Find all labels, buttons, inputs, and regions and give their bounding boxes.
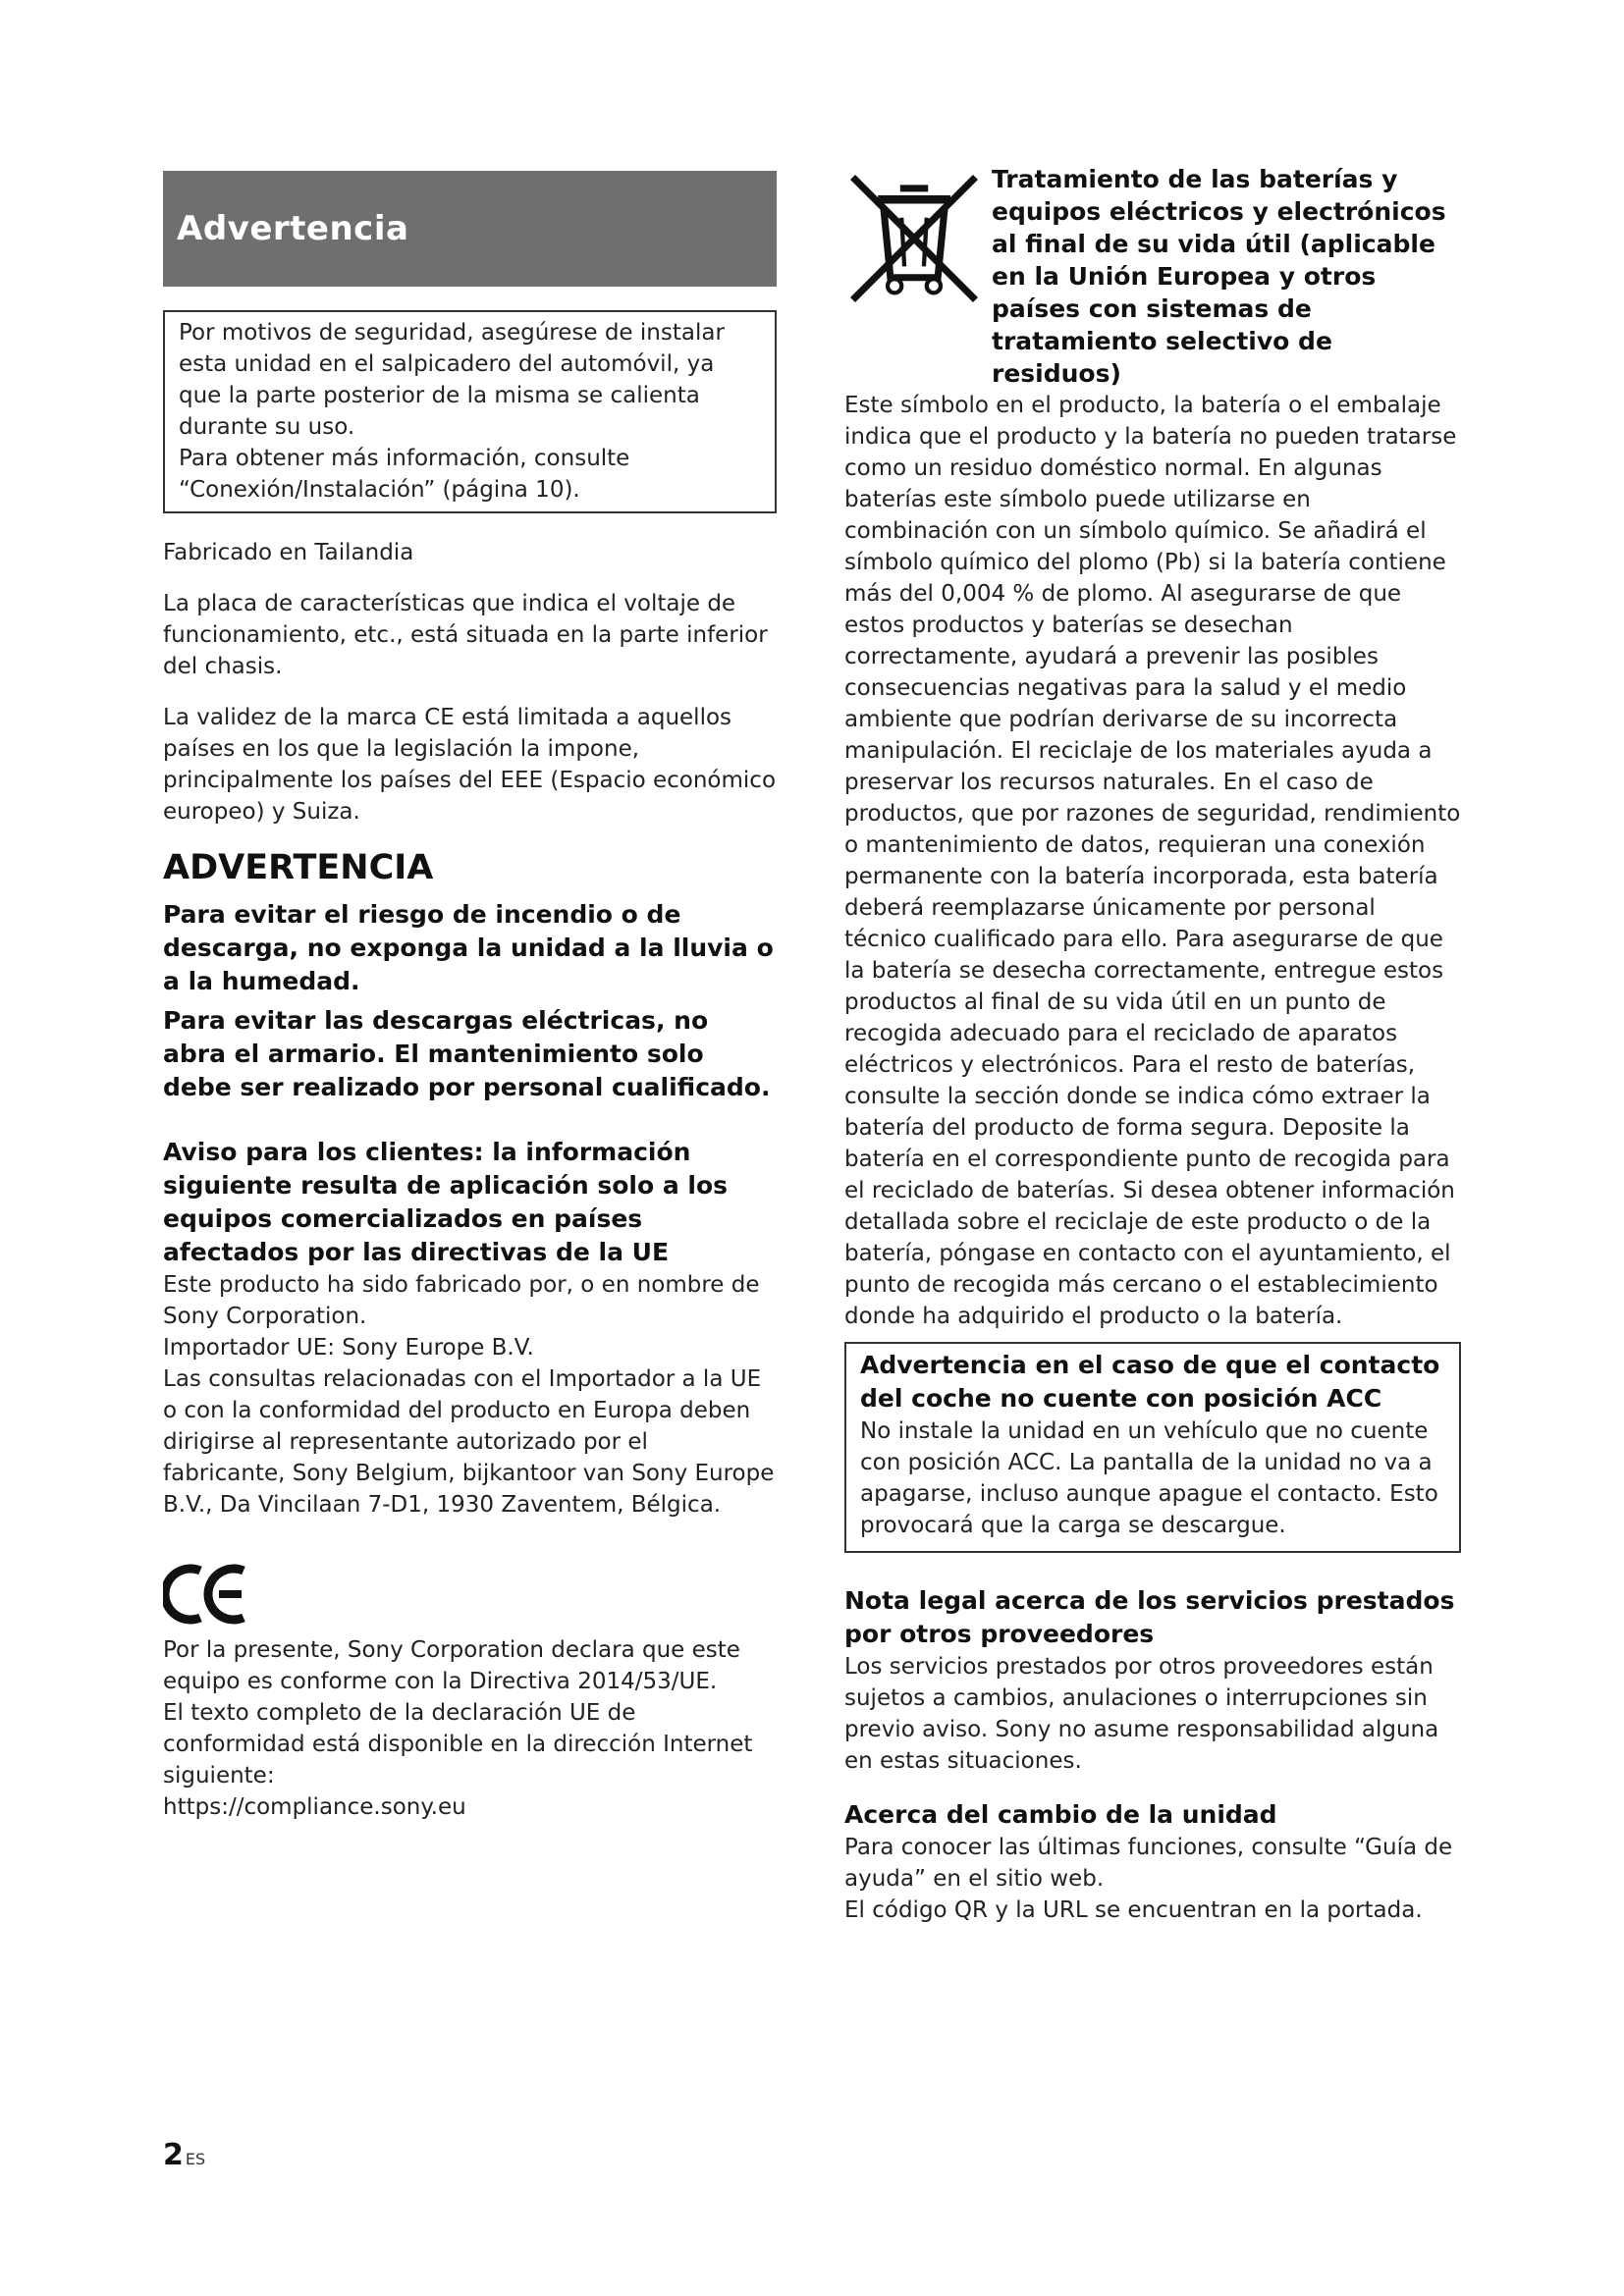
weee-body: Este símbolo en el producto, la batería o el embalaje indica que el producto y la batería no pueden tratarse como un residuo doméstico normal. En algunas baterías este símbolo puede utilizarse en combinación con un símbolo químico. Se añadirá el símbolo químico del plomo (Pb) si la batería contiene más del 0,004 % de plomo. Al asegurarse de que estos productos y baterías se desechan correctamente, ayudará a prevenir las posibles consecuencias negativas para la salud y el medio ambiente que podrían derivarse de su incorrecta manipulación. El reciclaje de los materiales ayuda a preservar los recursos naturales. En el caso de productos, que por razones de seguridad, rendimiento o mantenimiento de datos, requieran una conexión permanente con la batería incorporada, esta batería deberá reemplazarse únicamente por personal técnico cualificado para ello. Para asegurarse de que la batería se desecha correctamente, entregue estos productos al final de su vida útil en un punto de recogida adecuado para el reciclado de aparatos eléctricos y electrónicos. Para el resto de baterías, consulte la sección donde se indica cómo extraer la batería del producto de forma segura. Deposite la batería en el correspondiente punto de recogida para el reciclado de baterías. Si desea obtener información detallada sobre el reciclaje de este producto o de la batería, póngase en contacto con el ayuntamiento, el punto de recogida más cercano o el establecimiento donde ha adquirido el producto o la batería. xyxy=(844,393,1461,1329)
unit-change-title: Acerca del cambio de la unidad xyxy=(844,1800,1277,1829)
page-number-value: 2 xyxy=(163,2138,184,2172)
banner-title: Advertencia xyxy=(177,209,409,248)
acc-warning-title: Advertencia en el caso de que el contacto del coche no cuente con posición ACC xyxy=(860,1351,1440,1413)
eu-notice-importer: Importador UE: Sony Europe B.V. xyxy=(163,1335,534,1361)
acc-warning-box xyxy=(844,1342,1461,1553)
warning-fire-text: Para evitar el riesgo de incendio o de descarga, no exponga la unidad a la lluvia o a la humedad. xyxy=(163,900,774,995)
made-in-text: Fabricado en Tailandia xyxy=(163,540,414,565)
ce-logo-icon xyxy=(163,1563,251,1626)
legal-notice-section xyxy=(844,1584,1461,1777)
acc-warning-text: No instale la unidad en un vehículo que no cuente con posición ACC. La pantalla de la unidad no va a apagarse, incluso aunque apague el contacto. Esto provocará que la carga se descargue. xyxy=(860,1418,1438,1538)
declaration-url[interactable]: https://compliance.sony.eu xyxy=(163,1794,466,1820)
eu-notice-manufacturer: Este producto ha sido fabricado por, o en nombre de Sony Corporation. xyxy=(163,1272,760,1329)
eu-notice-section xyxy=(163,1136,777,1521)
unit-change-qr-note: El código QR y la URL se encuentran en la portada. xyxy=(844,1897,1423,1923)
declaration-text: Por la presente, Sony Corporation declara que este equipo es conforme con la Directiva 2014/53/UE. xyxy=(163,1637,740,1694)
left-column xyxy=(163,171,777,1823)
rating-plate-text: La placa de características que indica el voltaje de funcionamiento, etc., está situada en la parte inferior del chasis. xyxy=(163,591,768,679)
weee-header xyxy=(844,163,1461,390)
warning-shock-text: Para evitar las descargas eléctricas, no abra el armario. El mantenimiento solo debe ser realizado por personal cualificado. xyxy=(163,1006,771,1101)
crossed-bin-icon xyxy=(844,169,984,308)
legal-notice-text: Los servicios prestados por otros proveedores están sujetos a cambios, anulaciones o interrupciones sin previo aviso. Sony no asume responsabilidad alguna en estas situaciones. xyxy=(844,1654,1439,1774)
safety-notice-text: Por motivos de seguridad, asegúrese de instalar esta unidad en el salpicadero del automóvil, ya que la parte posterior de la misma se calienta durante su uso. xyxy=(179,320,725,440)
ce-validity-text: La validez de la marca CE está limitada a aquellos países en los que la legislación la impone, principalmente los países del EEE (Espacio económico europeo) y Suiza. xyxy=(163,705,777,825)
declaration-availability: El texto completo de la declaración UE de conformidad está disponible en la dirección Internet siguiente: xyxy=(163,1700,753,1789)
unit-change-help-guide: Para conocer las últimas funciones, consulte “Guía de ayuda” en el sitio web. xyxy=(844,1835,1453,1892)
right-column xyxy=(844,163,1461,1926)
eu-notice-title: Aviso para los clientes: la información siguiente resulta de aplicación solo a los equipos comercializados en países afectados por las directivas de la UE xyxy=(163,1138,729,1266)
safety-notice-box xyxy=(163,310,777,513)
warning-heading: ADVERTENCIA xyxy=(163,848,434,887)
ce-mark-logo xyxy=(163,1560,777,1629)
weee-title: Tratamiento de las baterías y equipos eléctricos y electrónicos al final de su vida útil (aplicable en la Unión Europea y otros países con sistemas de tratamiento selectivo de residuos) xyxy=(992,165,1446,388)
legal-notice-title: Nota legal acerca de los servicios prestados por otros proveedores xyxy=(844,1586,1455,1648)
safety-notice-reference: Para obtener más información, consulte “Conexión/Instalación” (página 10). xyxy=(179,446,630,503)
page-language-code: ES xyxy=(185,2150,206,2168)
eu-notice-contact: Las consultas relacionadas con el Importador a la UE o con la conformidad del producto en Europa deben dirigirse al representante autorizado por el fabricante, Sony Belgium, bijkantoor van Sony Europe B.V., Da Vincilaan 7-D1, 1930 Zaventem, Bélgica. xyxy=(163,1366,775,1518)
unit-change-section xyxy=(844,1798,1461,1926)
page-number xyxy=(163,2138,205,2172)
advertencia-banner xyxy=(163,171,777,287)
